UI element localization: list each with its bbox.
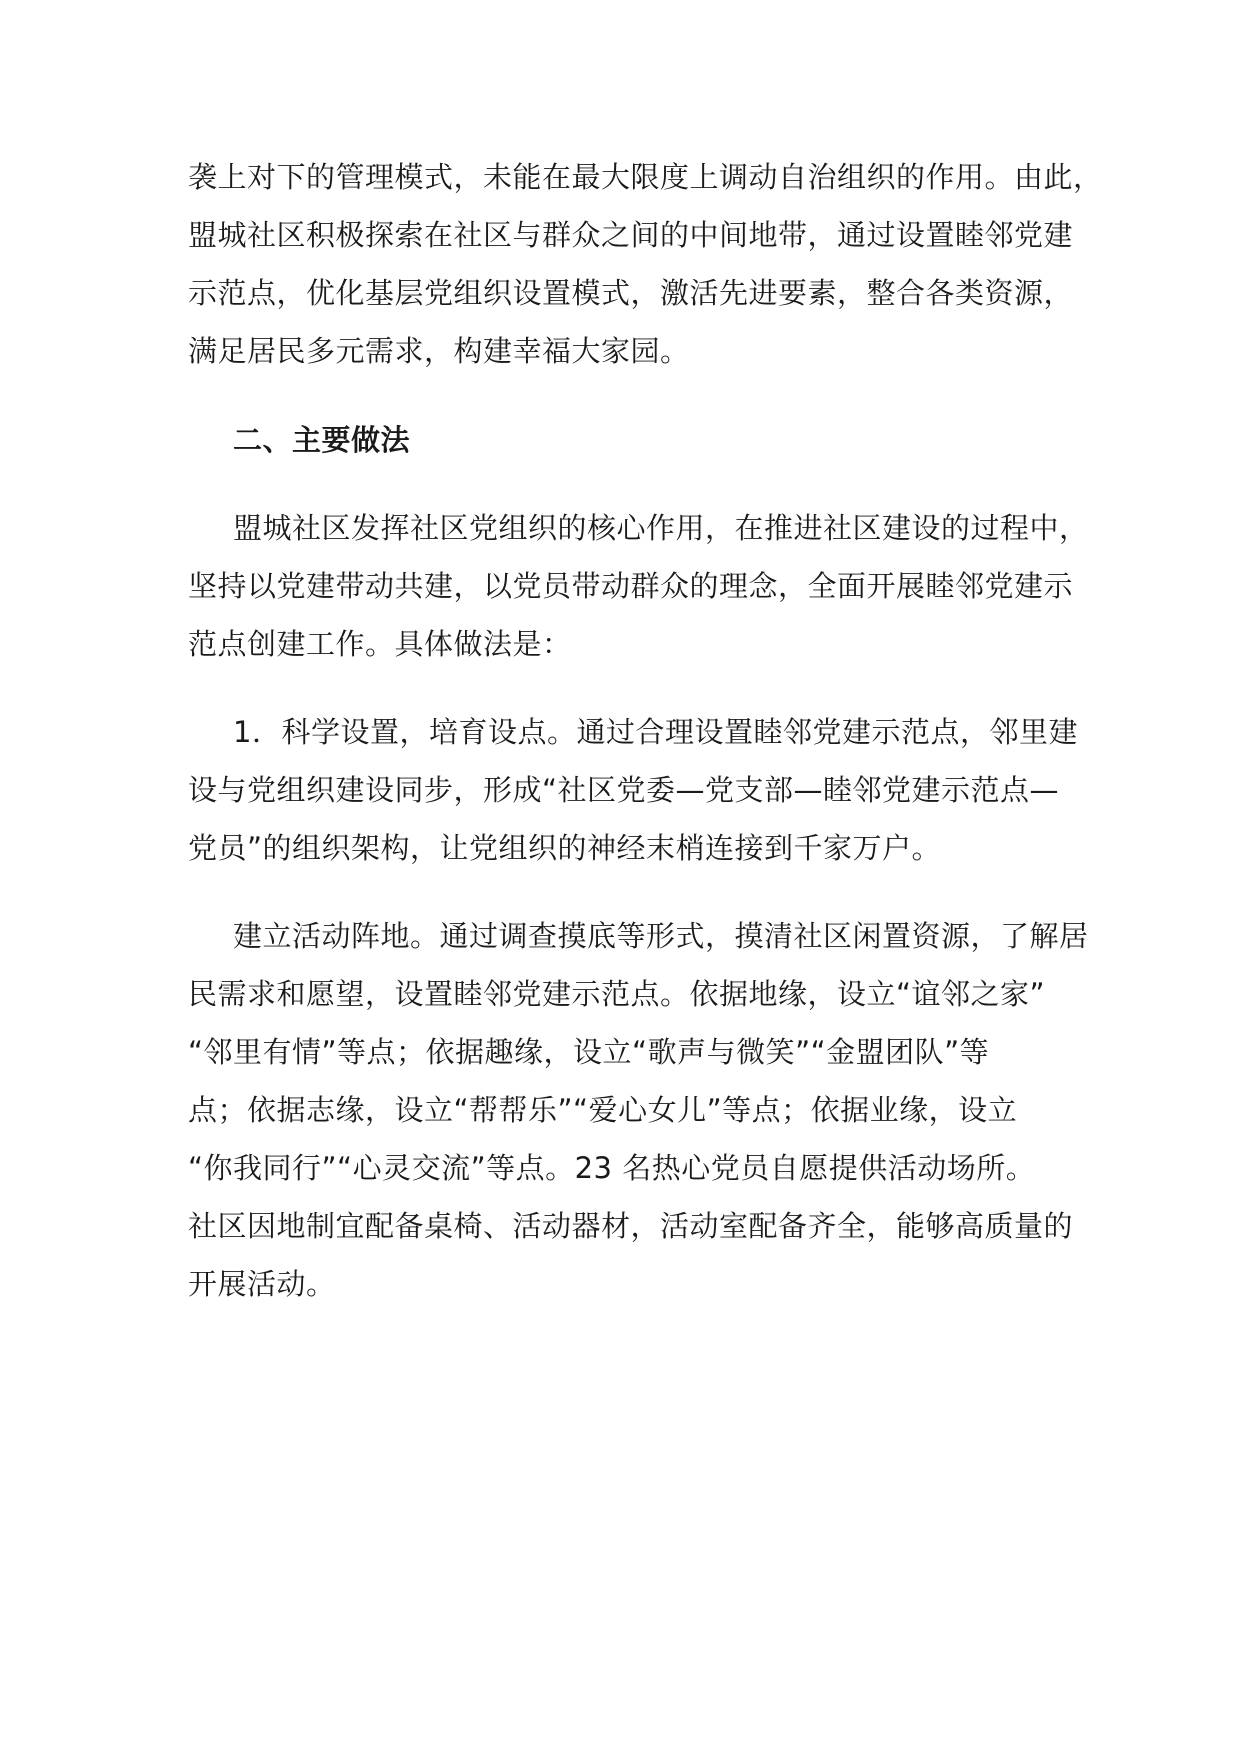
paragraph-4-line-3: “邻里有情”等点；依据趣缘，设立“歌声与微笑”“金盟团队”等 bbox=[188, 1035, 990, 1069]
paragraph-1-line-4: 满足居民多元需求，构建幸福大家园。 bbox=[188, 334, 690, 368]
paragraph-4-line-5: “你我同行”“心灵交流”等点。23 名热心党员自愿提供活动场所。 bbox=[188, 1151, 1036, 1185]
paragraph-4-line-6: 社区因地制宜配备桌椅、活动器材，活动室配备齐全，能够高质量的 bbox=[188, 1209, 1074, 1243]
paragraph-4-line-7: 开展活动。 bbox=[188, 1267, 336, 1301]
paragraph-4-line-2: 民需求和愿望，设置睦邻党建示范点。依据地缘，设立“谊邻之家” bbox=[188, 977, 1046, 1011]
paragraph-3-line-2: 设与党组织建设同步，形成“社区党委—党支部—睦邻党建示范点— bbox=[188, 773, 1060, 807]
paragraph-2-line-1: 盟城社区发挥社区党组织的核心作用，在推进社区建设的过程中， bbox=[233, 511, 1089, 545]
paragraph-4-line-4: 点；依据志缘，设立“帮帮乐”“爱心女儿”等点；依据业缘，设立 bbox=[188, 1093, 1018, 1127]
paragraph-1-line-3: 示范点，优化基层党组织设置模式，激活先进要素，整合各类资源， bbox=[188, 276, 1074, 310]
section-heading: 二、主要做法 bbox=[233, 423, 411, 457]
paragraph-1-line-2: 盟城社区积极探索在社区与群众之间的中间地带，通过设置睦邻党建 bbox=[188, 218, 1074, 252]
paragraph-2-line-2: 坚持以党建带动共建，以党员带动群众的理念，全面开展睦邻党建示 bbox=[188, 569, 1074, 603]
paragraph-2-line-3: 范点创建工作。具体做法是： bbox=[188, 627, 572, 661]
paragraph-3-line-3: 党员”的组织架构，让党组织的神经末梢连接到千家万户。 bbox=[188, 831, 942, 865]
paragraph-4-line-1: 建立活动阵地。通过调查摸底等形式，摸清社区闲置资源，了解居 bbox=[233, 919, 1089, 953]
paragraph-1-line-1: 袭上对下的管理模式，未能在最大限度上调动自治组织的作用。由此， bbox=[188, 160, 1103, 194]
paragraph-3-line-1: 1．科学设置，培育设点。通过合理设置睦邻党建示范点，邻里建 bbox=[233, 715, 1078, 749]
